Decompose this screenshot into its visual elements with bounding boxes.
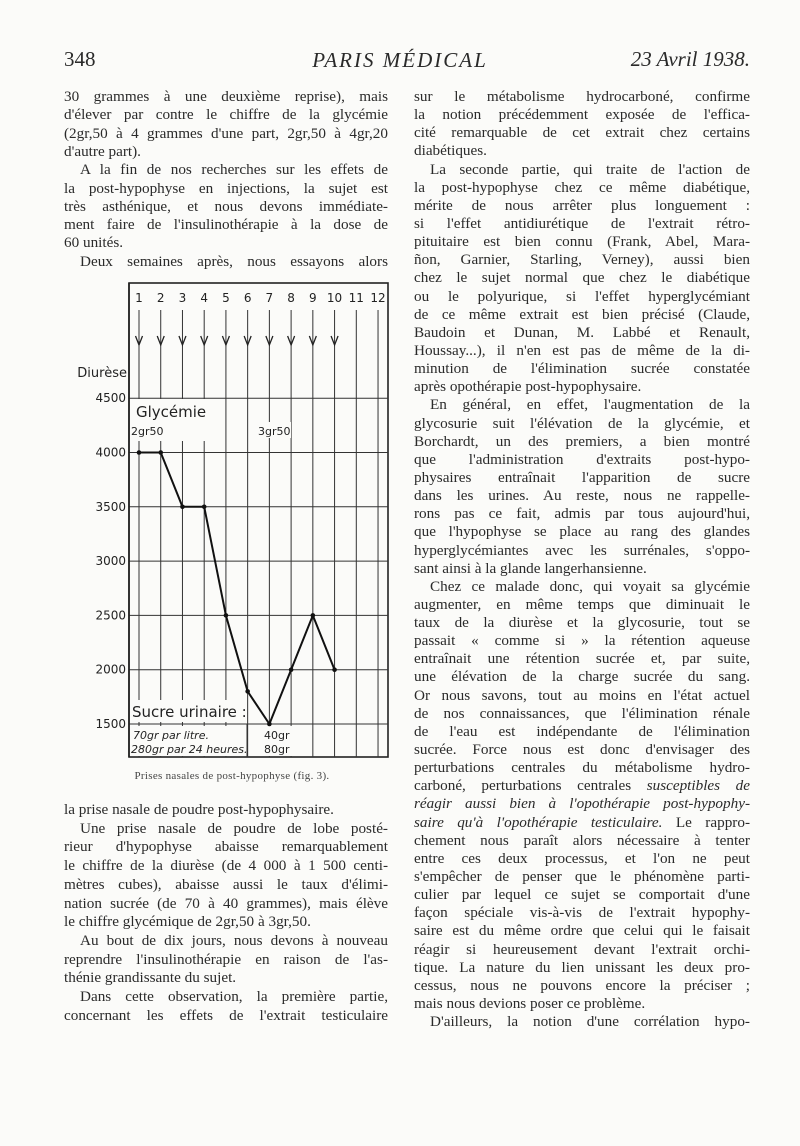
- text-line: D'ailleurs, la notion d'une corrélation hypo-: [430, 1013, 750, 1031]
- urinary-sugar-start-per-24h: 280gr par 24 heures.: [131, 743, 248, 756]
- text-line: réagir si heureusement devant l'extrait orchi-: [414, 940, 750, 958]
- text-line: la post-hypophyse chez ce même diabétique,: [414, 178, 750, 196]
- text-line: cité remarquable de cet extrait chez certains: [414, 124, 750, 142]
- y-tick-label: 4500: [95, 391, 126, 406]
- journal-title: PARIS MÉDICAL: [312, 48, 488, 72]
- x-tick-label: 10: [326, 291, 343, 305]
- text-line: 30 grammes à une deuxième reprise), mais: [64, 88, 388, 105]
- text-line: Chez ce malade donc, qui voyait sa glycémie: [430, 577, 750, 595]
- text-line: après opothérapie post-hypophysaire.: [414, 378, 642, 396]
- urinary-sugar-start-per-litre: 70gr par litre.: [133, 729, 209, 742]
- text-line: ñon, Garnier, Starling, Verney), aussi bien: [414, 251, 750, 269]
- text-line: passait « comme si » la rétention aqueuse: [414, 632, 750, 650]
- text-line: dans les urines. Au reste, nous ne rappelle-: [414, 487, 750, 505]
- text-line: pituitaire est bien connu (Frank, Abel, Mara-: [414, 233, 750, 251]
- text-line: si l'effet antidiurétique de l'extrait rétro-: [414, 214, 750, 232]
- text-line: saire est du même ordre que celui qui le faisait: [414, 922, 750, 940]
- y-tick-label: 4000: [95, 445, 126, 460]
- x-tick-label: 12: [370, 291, 386, 305]
- data-point: [289, 667, 294, 672]
- glycemie-label: Glycémie: [136, 403, 207, 421]
- data-point: [224, 613, 229, 618]
- text-line: Une prise nasale de poudre de lobe posté-: [80, 819, 388, 837]
- italic-text: réagir aussi bien à l'opothérapie post-hypophy-: [414, 795, 750, 813]
- y-tick-label: 2500: [95, 608, 126, 623]
- text-line: sucrée. Force nous est donc d'envisager des: [414, 741, 750, 759]
- text-line: ou le polyurique, si l'effet hyperglycémiant: [414, 287, 750, 305]
- text-line: Houssay...), il n'en est pas de même de la di-: [414, 341, 750, 359]
- text-line: ment faire de l'insulinothérapie à la dose de: [64, 216, 388, 234]
- text-line: mètres cubes), abaisse aussi le taux d'élimi-: [64, 875, 388, 893]
- data-point: [158, 450, 163, 455]
- figure-caption: Prises nasales de post-hypophyse (fig. 3).: [134, 770, 330, 782]
- data-point: [311, 613, 316, 618]
- text-line: En général, en effet, l'augmentation de la: [430, 396, 750, 414]
- y-tick-label: 3500: [95, 499, 126, 514]
- text-line: de l'eau est indépendante de l'élimination: [414, 722, 750, 740]
- y-axis-label: Diurèse: [77, 366, 127, 381]
- text-line: de ce même extrait est bien précisé (Claude,: [414, 305, 750, 323]
- text-line: hyperglycémiantes avec les surrénales, s'oppo-: [414, 541, 750, 559]
- data-point: [245, 689, 250, 694]
- text-line: chez le sujet normal que chez le diabétique: [414, 269, 750, 287]
- text-line: mérite de nous arrêter plus longuement :: [414, 196, 750, 214]
- text-line: cessus, nous ne pouvons encore la préciser ;: [414, 976, 750, 994]
- text-line: augmenter, en même temps que diminuait le: [414, 595, 750, 613]
- text-line: [414, 814, 750, 832]
- text-line: que l'hypophyse se place au rang des glandes: [414, 523, 750, 541]
- urinary-sugar-label: Sucre urinaire :: [132, 703, 247, 721]
- text-line: s'empêcher de penser que le phénomène parti-: [414, 868, 750, 886]
- y-tick-label: 3000: [95, 554, 126, 569]
- data-point: [180, 505, 185, 510]
- text-line: glycosurie suit l'élévation de la glycémie, et: [414, 414, 750, 432]
- text-line: façon spéciale vis-à-vis de l'extrait hypophy-: [414, 904, 750, 922]
- urinary-sugar-end-per-24h: 80gr: [264, 743, 290, 756]
- x-tick-label: 7: [265, 291, 274, 305]
- italic-text: susceptibles de: [646, 777, 750, 795]
- glycemia-end-value: 3gr50: [258, 425, 291, 438]
- text-line: Au bout de dix jours, nous devons à nouveau: [80, 931, 388, 949]
- text-line: une élévation de la charge sucrée du sang.: [414, 668, 750, 686]
- text-line: 60 unités.: [64, 234, 124, 252]
- text-line: rons pas ce fait, admis par tous aujourd'hui,: [414, 505, 750, 523]
- text-line: taux de la diurèse et la glycosurie, tout se: [414, 614, 750, 632]
- text-line: sur le métabolisme hydrocarboné, confirme: [414, 88, 750, 105]
- text-line: d'autre part).: [64, 142, 141, 160]
- text: carboné, perturbations centrales: [414, 777, 647, 795]
- text-line: d'élever par contre le chiffre de la glycémie: [64, 106, 388, 124]
- text-line: Deux semaines après, nous essayons alors: [80, 252, 388, 270]
- data-point: [137, 450, 142, 455]
- text-line: de nos connaissances, que l'élimination rénale: [414, 704, 750, 722]
- text-line: physaires entraînait l'apparition de sucre: [414, 468, 750, 486]
- text-line: la notion précédemment exposée de l'effica-: [414, 106, 750, 124]
- text-line: sant ainsi à la glande langerhansienne.: [414, 559, 647, 577]
- y-tick-label: 2000: [95, 662, 126, 677]
- text-line: la prise nasale de poudre post-hypophysaire.: [64, 801, 334, 818]
- text-line: Borchardt, un des premiers, a bien montré: [414, 432, 750, 450]
- text-line: reprendre l'insulinothérapie en raison de l'as-: [64, 950, 388, 968]
- text-line: rieur d'hypophyse abaisse remarquablement: [64, 838, 388, 856]
- issue-date: 23 Avril 1938.: [630, 47, 750, 71]
- page-number: 348: [64, 47, 96, 71]
- x-tick-label: 1: [135, 291, 143, 305]
- text-line: très asthénique, et nous devons immédiate-: [64, 197, 388, 215]
- text-line: A la fin de nos recherches sur les effets de: [80, 161, 388, 179]
- text-line: perturbations centrales du métabolisme hydro-: [414, 759, 750, 777]
- x-tick-label: 2: [156, 291, 165, 305]
- text-line: Baudoin et Dunan, M. Labbé et Renault,: [414, 323, 750, 341]
- chart-frame: [129, 283, 388, 757]
- x-tick-label: 5: [222, 291, 230, 305]
- x-tick-label: 8: [287, 291, 295, 305]
- text-line: le chiffre glycémique de 2gr,50 à 3gr,50.: [64, 913, 311, 931]
- y-tick-label: 1500: [95, 717, 126, 731]
- text-line: Or nous savons, tout au moins en l'état actuel: [414, 686, 750, 704]
- data-point: [202, 505, 207, 510]
- urinary-sugar-end-per-litre: 40gr: [264, 729, 290, 742]
- x-tick-label: 11: [348, 291, 364, 305]
- text-line: mais nous devions poser ce problème.: [414, 995, 646, 1012]
- text-line: (2gr,50 à 4 grammes d'une part, 2gr,50 à 4gr,20: [64, 124, 388, 142]
- text-line: nation sucrée (de 70 à 40 grammes), mais élève: [64, 894, 388, 912]
- text-line: que l'administration d'extraits post-hypo-: [414, 450, 750, 468]
- glycemia-start-value: 2gr50: [131, 425, 164, 438]
- text-line: le chiffre de la diurèse (de 4 000 à 1 500 centi-: [64, 857, 388, 875]
- text-line: culier par lequel ce sujet se comportait d'une: [414, 886, 750, 904]
- text-line: la post-hypophyse en injections, la sujet est: [64, 179, 388, 197]
- x-tick-label: 6: [243, 291, 252, 305]
- text-line: minution de l'élimination sucrée constatée: [414, 360, 750, 378]
- text-line: entre ces deux processus, et l'on ne peut: [414, 849, 750, 867]
- text-line: chement nous paraît alors nécessaire à tenter: [414, 831, 750, 849]
- text-line: Dans cette observation, la première partie,: [80, 988, 388, 1005]
- text-line: entraînait une rétention sucrée et, par suite,: [414, 650, 750, 668]
- text: Le rappro-: [662, 813, 751, 831]
- data-point: [332, 667, 337, 672]
- text-line: thénie grandissante du sujet.: [64, 969, 237, 987]
- data-point: [267, 722, 272, 727]
- x-tick-label: 4: [200, 291, 209, 305]
- x-tick-label: 3: [178, 291, 187, 305]
- text-line: concernant les effets de l'extrait testiculaire: [64, 1006, 388, 1024]
- diuresis-line: [139, 453, 335, 725]
- text-line: tique. La nature du lien unissant les deux pro-: [414, 958, 750, 976]
- italic-text: saire qu'à l'opothérapie testiculaire.: [414, 813, 663, 831]
- text-line: diabétiques.: [414, 142, 487, 160]
- text-line: La seconde partie, qui traite de l'action de: [430, 160, 750, 178]
- x-tick-label: 9: [309, 291, 317, 305]
